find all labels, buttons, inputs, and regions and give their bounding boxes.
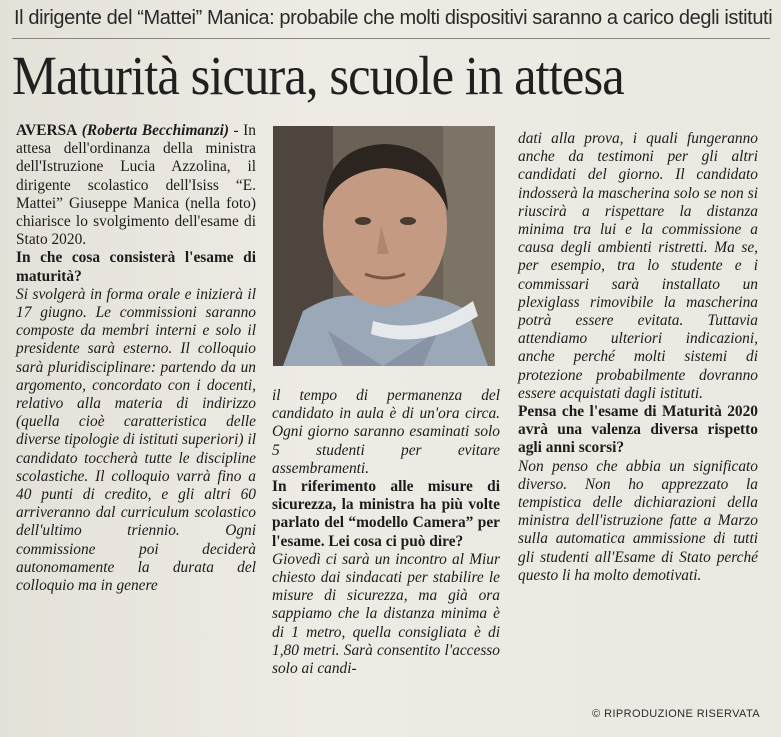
intro-text: - In attesa dell'ordinanza della ministra dell'Istruzione Lucia Azzolina, il dirigente scolastico dell'Isiss “E. Mattei” Giuseppe Manica (nella foto) chiarisce lo svolgimento dell'esame di Stato 2020. <box>16 122 256 249</box>
answer-1-part-1: Si svolgerà in forma orale e inizierà il 17 giugno. Le commissioni saranno composte da membri interni e solo il presidente sarà esterno. Il colloquio sarà pluridisciplinare: partendo da un argomento, concordato con i docenti, relativo alla materia di indirizzo (quella cioè caratteristica delle diverse tipologie di istituti superiori) il candidato toccherà tutte le discipline scolastiche. Il colloquio varrà fino a 40 punti di credito, e gli altri 60 arriveranno dal curriculum scolastico dell'ultimo triennio. Ogni commissione poi deciderà autonomamente la durata del colloquio ma in genere <box>16 285 256 595</box>
answer-2-part-2: dati alla prova, i quali fungeranno anche da testimoni per gli altri candidati del giorno. Il candidato indosserà la mascherina solo se non si riuscirà a rispettare la distanza minima tra lui e la commissione a causa degli ambienti ristretti. Ma se, per esempio, tra lo studente e i commissari sarà installato un plexiglass rimovibile la mascherina potrà essere evitata. Tuttavia attendiamo ulteriori indicazioni, anche perché molti sistemi di protezione probabilmente dovranno essere acquistati dagli istituti. <box>518 130 758 402</box>
answer-3: Non penso che abbia un significato diverso. Non ho apprezzato la tempistica delle dichiarazioni della ministra dell'istruzione fatte a Marzo sulla automatica ammissione di tutti gli studenti all'Esame di Stato perché questo li ha molto demotivati. <box>518 457 758 584</box>
question-3: Pensa che l'esame di Maturità 2020 avrà una valenza diversa rispetto agli anni scorsi? <box>518 403 758 457</box>
article-column-2 <box>272 387 500 678</box>
dateline: AVERSA <box>16 122 78 139</box>
answer-2-part-1: Giovedì ci sarà un incontro al Miur chiesto dai sindacati per stabilire le misure di sicurezza, ma già ora sappiamo che la distanza minima è di 1 metro, quella consigliata è di 1,80 metri. Sarà consentito l'accesso solo ai candi- <box>272 550 500 678</box>
divider <box>12 38 770 39</box>
answer-1-part-2: il tempo di permanenza del candidato in aula è di un'ora circa. Ogni giorno saranno esaminati solo 5 studenti per evitare assembramenti. <box>272 387 500 477</box>
question-1: In che cosa consisterà l'esame di maturità? <box>16 249 256 285</box>
strapline: Il dirigente del “Mattei” Manica: probabile che molti dispositivi saranno a carico degli istituti <box>14 7 773 29</box>
article-column-3 <box>518 130 758 585</box>
headline: Maturità sicura, scuole in attesa <box>12 45 624 106</box>
portrait-illustration <box>273 126 495 366</box>
article-column-1 <box>16 122 256 595</box>
portrait-photo <box>273 126 495 366</box>
question-2: In riferimento alle misure di sicurezza, la ministra ha più volte parlato del “modello Camera” per l'esame. Lei cosa ci può dire? <box>272 478 500 550</box>
copyright-notice: © RIPRODUZIONE RISERVATA <box>592 708 760 720</box>
intro-paragraph <box>16 122 256 249</box>
author: (Roberta Becchimanzi) <box>81 122 230 139</box>
